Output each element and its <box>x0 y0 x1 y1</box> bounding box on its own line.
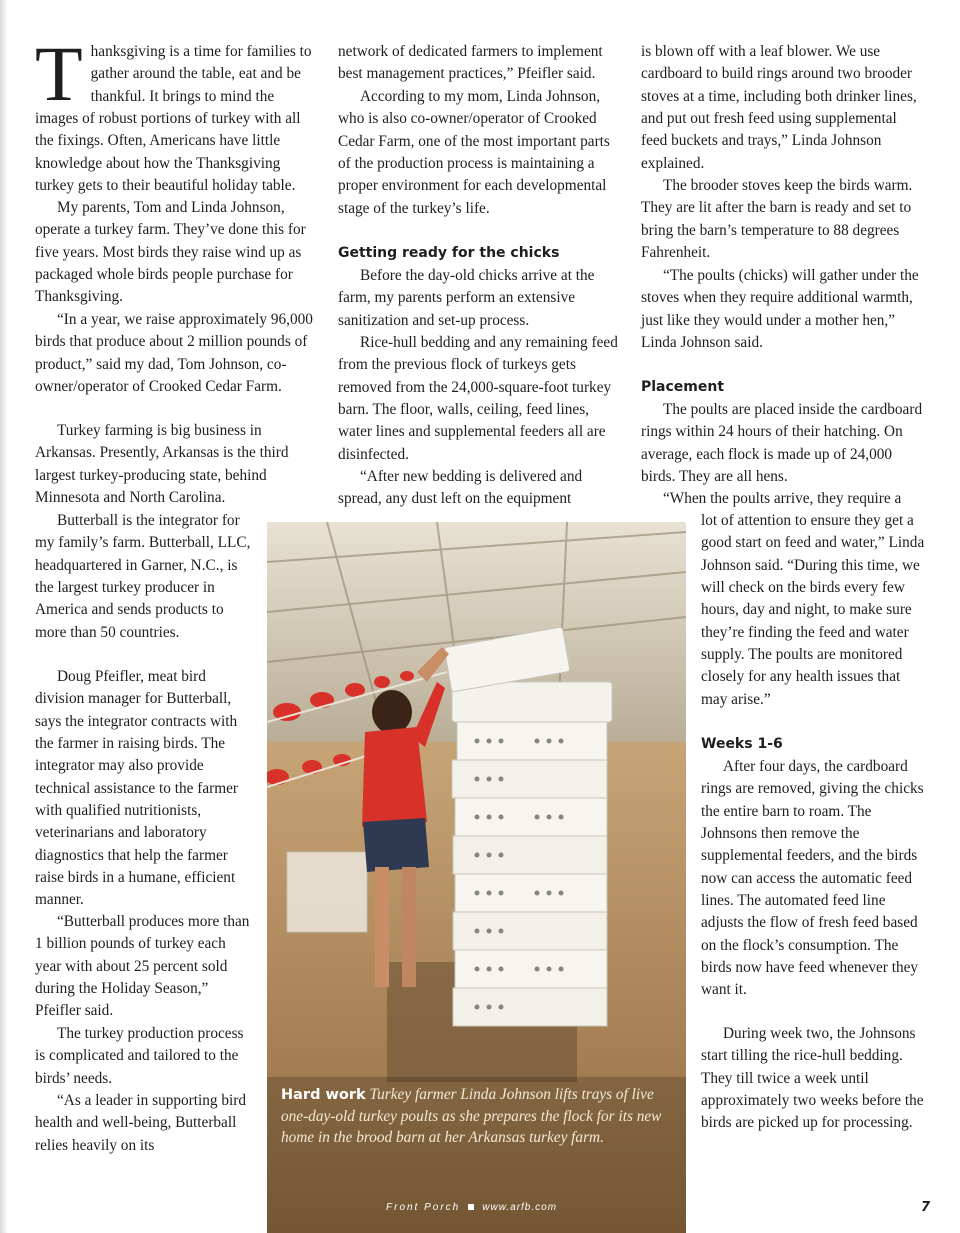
section-heading-getting-ready: Getting ready for the chicks <box>338 245 560 261</box>
column-1-paragraph-6: Doug Pfeifler, meat bird division manager for Butterball, says the integrator contracts with the farmer in raising birds. The integrator may also provide technical assistance to the farmer with qualified nutritionists, veterinarians and laboratory diagnostics that help the farmer raise birds in a humane, efficient manner. <box>35 668 239 909</box>
page-number: 7 <box>921 1200 931 1215</box>
page-edge-shadow <box>0 0 8 1233</box>
column-1-paragraph-2: My parents, Tom and Linda Johnson, operate a turkey farm. They’ve done this for five years. Most birds they raise wind up as packaged whole birds people purchase for Thanksgiving. <box>35 199 306 306</box>
page-footer <box>386 1202 557 1213</box>
column-1-paragraph-9: “As a leader in supporting bird health and well-being, Butterball relies heavily on its <box>35 1092 247 1154</box>
column-2-paragraph-1: network of dedicated farmers to implement best management practices,” Pfeifler said. <box>338 43 603 83</box>
column-3-paragraph-5-continued: lot of attention to ensure they get a good start on feed and water,” Linda Johnson said. “During this time, we will check on the birds every few hours, day and night, to make sure they’re finding the feed and water supply. The poults are monitored closely for any health issues that may arise.” <box>701 512 925 708</box>
column-1-paragraph-8: The turkey production process is complicated and tailored to the birds’ needs. <box>35 1025 244 1087</box>
column-3-paragraph-2: The brooder stoves keep the birds warm. They are lit after the barn is ready and set to bring the barn’s temperature to 88 degrees Fahrenheit. <box>641 177 913 262</box>
column-3-paragraph-1: is blown off with a leaf blower. We use cardboard to build rings around two brooder stoves at a time, including both drinker lines, and put out fresh feed using supplemental feed buckets and trays,” Linda Johnson explained. <box>641 43 917 172</box>
column-3-paragraph-6: After four days, the cardboard rings are removed, giving the chicks the entire barn to roam. The Johnsons then remove the supplemental feeders, and the birds now can access the automatic feed lines. The automated feed line adjusts the flow of fresh feed based on the flock’s consumption. The birds now have feed whenever they want it. <box>701 758 924 999</box>
intro-text: hanksgiving is a time for families to gather around the table, eat and be thankful. It brings to mind the images of robust portions of turkey with all the fixings. Often, Americans have little knowledge about how the Thanksgiving turkey gets to their beautiful holiday table. <box>35 43 312 195</box>
column-2-paragraph-4: Rice-hull bedding and any remaining feed from the previous flock of turkeys gets removed from the 24,000-square-foot turkey barn. The floor, walls, ceiling, feed lines, water lines and supplemental feeders all are disinfected. <box>338 334 618 463</box>
footer-website: www.arfb.com <box>482 1202 558 1213</box>
column-1-paragraph-1 <box>35 30 318 197</box>
square-bullet-icon <box>468 1204 474 1210</box>
column-2-paragraph-2: According to my mom, Linda Johnson, who is also co-owner/operator of Crooked Cedar Farm, one of the most important parts of the production process is maintaining a proper environment for each developmental stage of the turkey’s life. <box>338 88 610 217</box>
column-3-paragraph-5-start: “When the poults arrive, they require a <box>663 490 902 507</box>
drop-cap: T <box>35 30 83 117</box>
column-3-paragraph-4: The poults are placed inside the cardboard rings within 24 hours of their hatching. On average, each flock is made up of 24,000 birds. They are all hens. <box>641 401 923 486</box>
column-2-paragraph-3: Before the day-old chicks arrive at the farm, my parents perform an extensive sanitization and set-up process. <box>338 267 595 329</box>
column-1-paragraph-5: Butterball is the integrator for my family’s farm. Butterball, LLC, headquartered in Garner, N.C., is the largest turkey producer in America and sends products to more than 50 countries. <box>35 512 251 641</box>
magazine-name: Front Porch <box>386 1202 461 1213</box>
column-2-paragraph-5: “After new bedding is delivered and spread, any dust left on the equipment <box>338 468 583 508</box>
column-1-paragraph-4: Turkey farming is big business in Arkansas. Presently, Arkansas is the third largest turkey-producing state, behind Minnesota and North Carolina. <box>35 422 289 507</box>
column-1-paragraph-3: “In a year, we raise approximately 96,000 birds that produce about 2 million pounds of product,” said my dad, Tom Johnson, co-owner/operator of Crooked Cedar Farm. <box>35 311 313 396</box>
column-1-paragraph-7: “Butterball produces more than 1 billion pounds of turkey each year with about 25 percent sold during the Holiday Season,” Pfeifler said. <box>35 913 250 1020</box>
photo-caption <box>281 1084 681 1148</box>
column-3-paragraph-3: “The poults (chicks) will gather under the stoves when they require additional warmth, just like they would under a mother hen,” Linda Johnson said. <box>641 267 919 352</box>
section-heading-weeks: Weeks 1-6 <box>701 736 783 752</box>
caption-title: Hard work <box>281 1087 366 1103</box>
caption-body: Turkey farmer Linda Johnson lifts trays of live one-day-old turkey poults as she prepares the flock for its new home in the brood barn at her Arkansas turkey farm. <box>281 1086 662 1146</box>
column-3-paragraph-7: During week two, the Johnsons start tilling the rice-hull bedding. They till twice a week until approximately two weeks before the birds are picked up for processing. <box>701 1025 924 1132</box>
section-heading-placement: Placement <box>641 379 725 395</box>
